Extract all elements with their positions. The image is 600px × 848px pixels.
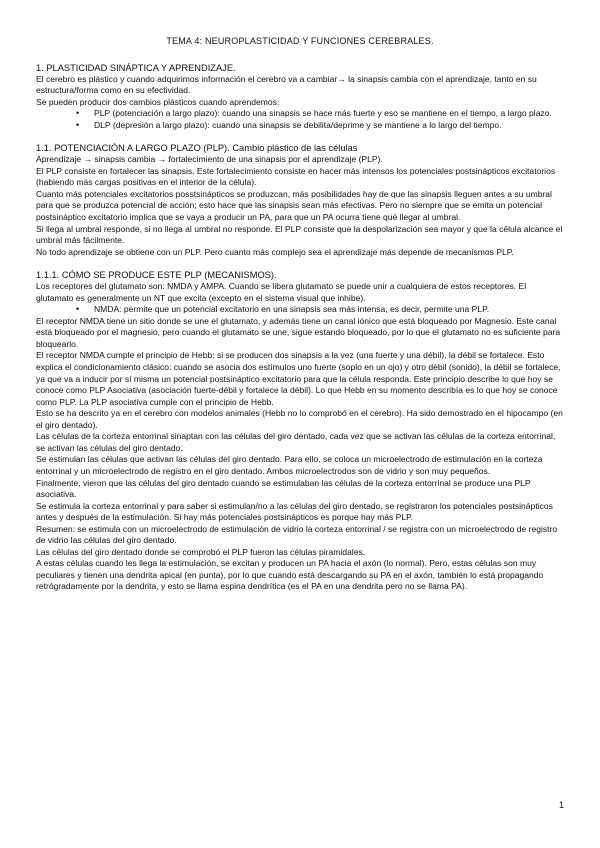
bullet-list [36,108,564,131]
paragraph: Se estimulan las células que activan las células del giro dentado. Para ello, se coloca un microelectrodo de estimulación en la corteza entorrinal y un microelectrodo de registro en el giro dentado. Ambos microelectrodos son de vidrio y son muy pequeños. [36,454,543,476]
paragraph: El PLP consiste en fortalecer las sinapsis. Este fortalecimiento consiste en hacer más intensos los potenciales postsinápticos excitatorios (habiendo más cargas positivas en el interior de la célula). [36,165,556,188]
paragraph: El cerebro es plástico y cuando adquirimos información el cerebro va a cambiar→ la sinapsis cambia con el aprendizaje, tanto en su estructura/forma como en su efectividad. [36,73,537,96]
paragraph: Finalmente, vieron que las células del giro dentado cuando se estimulaban las células de la corteza entorrinal se produce una PLP asociativa. [36,477,531,500]
list-item: • PLP (potenciación a largo plazo): cuando una sinapsis se hace más fuerte y eso se mantiene en el tiempo, a largo plazo. [94,108,564,120]
paragraph: Aprendizaje → sinapsis cambia → fortalecimiento de una sinapsis por el aprendizaje (PLP). [36,154,383,165]
document-title: TEMA 4: NEUROPLASTICIDAD Y FUNCIONES CEREBRALES. [166,36,434,46]
paragraph: Los receptores del glutamato son: NMDA y AMPA. Cuando se libera glutamato se puede unir a cualquiera de estos receptores. El glutamato es generalmente un NT que excita (excepto en el sistema visual que inhibe). [36,281,527,303]
section-heading-1-1-1: 1.1.1. CÓMO SE PRODUCE ESTE PLP (MECANISMOS). [36,270,277,281]
paragraph: Las células del giro dentado donde se comprobó el PLP fueron las células piramidales. [36,546,366,557]
section-heading-1: 1. PLASTICIDAD SINÁPTICA Y APRENDIZAJE. [36,62,236,73]
paragraph: Resumen: se estimula con un microelectrodo de estimulación de vidrio la corteza entorrinal / se registra con un microelectrodo de registro de vidrio las células del giro dentado. [36,523,558,546]
paragraph: A estas células cuando les llega la estimulación, se excitan y producen un PA hacia el axón (lo normal). Pero, estas células son muy peculiares y tienen una dendrita apical (en punta), por lo que cuando está descargando su PA en el axón, también lo está propagando retrógradamente por la dendrita, y esto se llama espina dendrítica (es el PA en una dendrita pero no se llama PA). [36,558,544,592]
section-heading-1-1: 1.1. POTENCIACIÓN A LARGO PLAZO (PLP). Cambio plástico de las células [36,143,358,154]
list-item: • NMDA: permite que un potencial excitatorio en una sinapsis sea más intensa, es decir, permite una PLP. [94,304,564,316]
paragraph: El receptor NMDA tiene un sitio donde se une el glutamato, y además tiene un canal iónico que está bloqueado por Magnesio. Este canal está bloqueado por el magnesio, pero cuando el glutamato se une, sigue estando bloqueado, por lo que el glutamato no es suficiente para bloquearlo. [36,315,561,349]
paragraph: Si llega al umbral responde, si no llega al umbral no responde. El PLP consiste que la despolarización sea mayor y que la célula alcance el umbral más fácilmente. [36,223,563,246]
bullet-list [36,304,564,316]
paragraph: Cuanto más potenciales excitatorios posstsinápticos se produzcan, más posibilidades hay de que las sinapsis lleguen antes a su umbral para que se produzca potencial de acción; esto hace que las sinapsis sean más efectivas. Pero no siempre que se emita un potencial postsináptico excitatorio implica que se vaya a producir un PA, para que un PA ocurra tiene qué llegar al umbral. [36,188,552,223]
paragraph: Las células de la corteza entorrinal sinaptan con las células del giro dentado, cada vez que se activan las células de la corteza entorrinal, se activan las células del giro dentado. [36,431,556,453]
paragraph: Se pueden producir dos cambios plásticos cuando aprendemos: [36,96,280,107]
list-item: • DLP (depresión a largo plazo): cuando una sinapsis se debilita/deprime y se mantiene a lo largo del tiempo. [94,120,564,132]
paragraph: El receptor NMDA cumple el principio de Hebb: si se producen dos sinapsis a la vez (una fuerte y una débil), la débil se fortalece. Esto explica el condicionamiento clásico: cuando se asocia dos estímulos uno fuerte (soplo en un ojo) y otro débil (sonido), la débil se fortalece, ya que va a inducir por sí misma un potencial postsináptico excitatorio para que la célula responda. Este principio describe lo que hoy se conoce como PLP Asociativa (asociación fuerte-débil y fortalece la débil). Lo que Hebb en su momento describía es lo que hoy se conoce como PLP. La PLP asociativa cumple con el principio de Hebb. [36,350,561,407]
page-number: 1 [558,800,564,810]
paragraph: Esto se ha descrito ya en el cerebro con modelos animales (Hebb no lo comprobó en el cerebro). Ha sido demostrado en el hipocampo (en el giro dentado). [36,408,563,430]
paragraph: Se estimula la corteza entorrinal y para saber si estimulan/no a las células del giro dentado, se registraron los potenciales postsinápticos antes y después de la estimulación. Si hay más potenciales postsinápticos es porque hay más PLP. [36,500,553,523]
paragraph: No todo aprendizaje se obtiene con un PLP. Pero cuanto más complejo sea el aprendizaje más depende de mecanismos PLP. [36,246,514,257]
